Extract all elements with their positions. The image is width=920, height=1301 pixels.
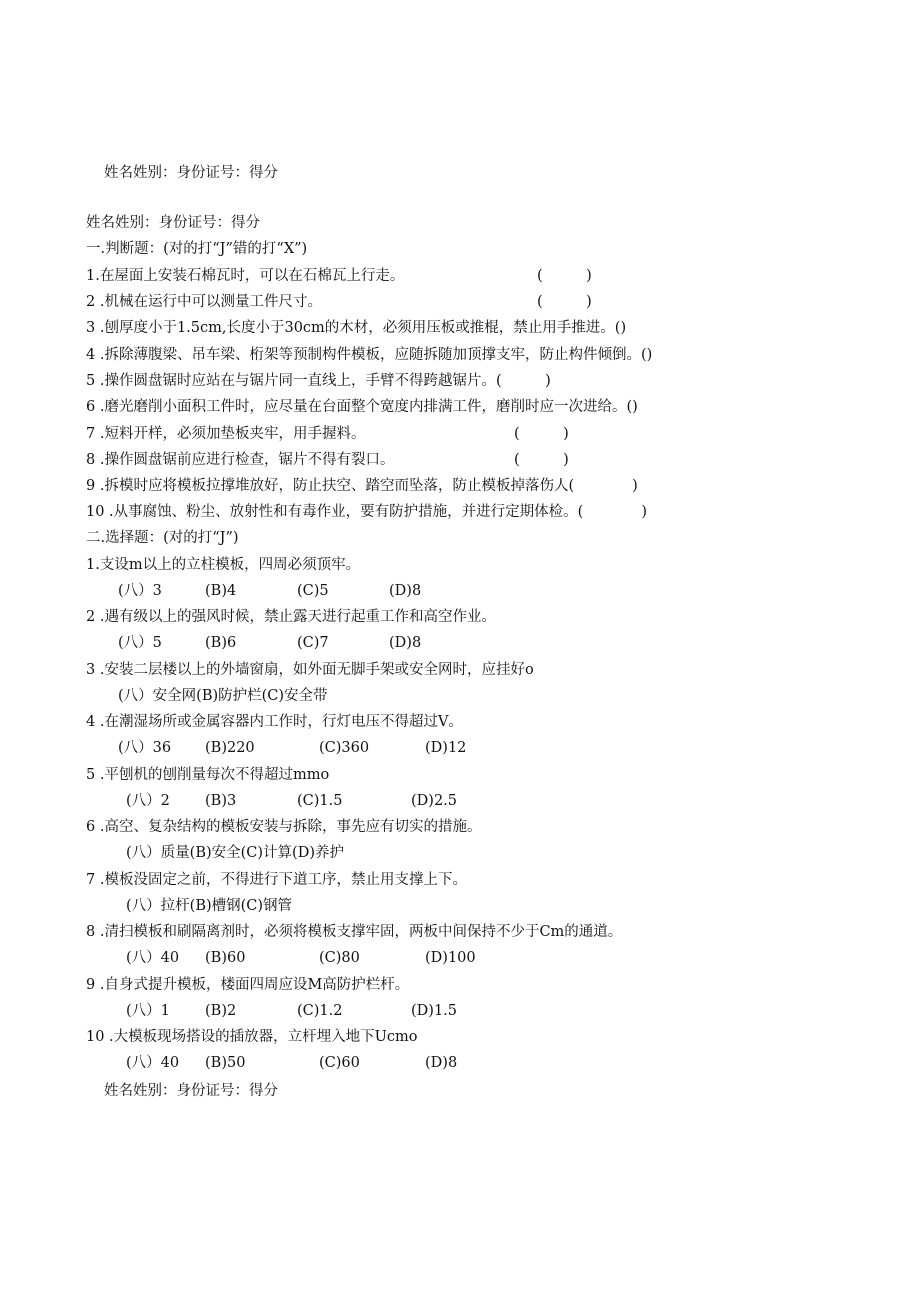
choice-9-option-b: (B)2: [205, 1003, 237, 1019]
choice-10-option-d: (D)8: [425, 1055, 458, 1071]
choice-5-option-d: (D)2.5: [411, 793, 457, 809]
judgment-4: 4 .拆除薄腹梁、吊车梁、桁架等预制构件模板，应随拆随加顶撑支牢，防止构件倾倒。(): [86, 347, 653, 363]
choice-question-5: 5 .平刨机的刨削量每次不得超过mmo: [86, 767, 330, 783]
choice-2-option-b: (B)6: [205, 635, 237, 651]
choice-4-option-c: (C)360: [319, 740, 370, 756]
choice-4-option-b: (B)220: [205, 740, 255, 756]
choice-8-option-d: (D)100: [425, 950, 476, 966]
choice-5-option-c: (C)1.5: [297, 793, 343, 809]
choice-9-option-a: (八）1: [126, 1003, 170, 1019]
header-second: 姓名姓别：身份证号：得分: [86, 215, 260, 231]
choice-question-6: 6 .高空、复杂结构的模板安装与拆除，事先应有切实的措施。: [86, 819, 482, 835]
section2-title: 二.选择题：(对的打“J”): [86, 530, 239, 546]
choice-4-option-d: (D)12: [425, 740, 467, 756]
choice-1-option-b: (B)4: [205, 583, 237, 599]
choice-2-option-c: (C)7: [297, 635, 329, 651]
choice-2-option-d: (D)8: [389, 635, 422, 651]
judgment-10: 10 .从事腐蚀、粉尘、放射性和有毒作业，要有防护措施，并进行定期体检。( ): [86, 504, 647, 520]
judgment-5: 5 .操作圆盘锯时应站在与锯片同一直线上，手臂不得跨越锯片。( ): [86, 373, 551, 389]
choice-8-option-a: (八）40: [126, 950, 180, 966]
judgment-2: 2 .机械在运行中可以测量工件尺寸。: [86, 294, 322, 310]
choice-1-option-c: (C)5: [297, 583, 329, 599]
choice-5-option-a: (八）2: [126, 793, 170, 809]
choice-9-option-d: (D)1.5: [411, 1003, 457, 1019]
choice-8-option-b: (B)60: [205, 950, 246, 966]
choice-6-options: (八）质量(B)安全(C)计算(D)养护: [126, 845, 344, 861]
choice-10-option-c: (C)60: [319, 1055, 360, 1071]
footer: 姓名姓别：身份证号：得分: [104, 1083, 278, 1099]
choice-3-options: (八）安全网(B)防护栏(C)安全带: [118, 688, 328, 704]
choice-5-option-b: (B)3: [205, 793, 237, 809]
judgment-7-bracket: ( ): [514, 426, 569, 442]
judgment-1-bracket: ( ): [537, 268, 592, 284]
judgment-9: 9 .拆模时应将模板拉撑堆放好，防止扶空、踏空而坠落，防止模板掉落伤人( ): [86, 478, 638, 494]
judgment-1: 1.在屋面上安装石棉瓦时，可以在石棉瓦上行走。: [86, 268, 405, 284]
choice-9-option-c: (C)1.2: [297, 1003, 343, 1019]
choice-2-option-a: (八）5: [118, 635, 162, 651]
choice-1-option-d: (D)8: [389, 583, 422, 599]
choice-10-option-a: (八）40: [126, 1055, 180, 1071]
choice-7-options: (八）拉杆(B)槽钢(C)钢管: [126, 898, 293, 914]
choice-question-1: 1.支设m以上的立柱模板，四周必须顶牢。: [86, 557, 361, 573]
judgment-6: 6 .磨光磨削小面积工件时，应尽量在台面整个宽度内排满工件，磨削时应一次进给。(): [86, 399, 638, 415]
choice-8-option-c: (C)80: [319, 950, 360, 966]
choice-question-9: 9 .自身式提升模板，楼面四周应设M高防护栏杆。: [86, 977, 410, 993]
judgment-7: 7 .短料开样，必须加垫板夹牢，用手握料。: [86, 426, 366, 442]
section1-title: 一.判断题：(对的打“J”错的打“X”): [86, 241, 308, 257]
judgment-8-bracket: ( ): [514, 452, 569, 468]
choice-question-4: 4 .在潮湿场所或金属容器内工作时，行灯电压不得超过V。: [86, 714, 463, 730]
header-top: 姓名姓别：身份证号：得分: [104, 165, 278, 181]
choice-question-7: 7 .模板没固定之前，不得进行下道工序，禁止用支撑上下。: [86, 872, 467, 888]
choice-10-option-b: (B)50: [205, 1055, 246, 1071]
choice-question-3: 3 .安装二层楼以上的外墙窗扇，如外面无脚手架或安全网时，应挂好o: [86, 662, 534, 678]
judgment-2-bracket: ( ): [537, 294, 592, 310]
choice-4-option-a: (八）36: [118, 740, 172, 756]
choice-question-8: 8 .清扫模板和刷隔离剂时，必须将模板支撑牢固，两板中间保持不少于Cm的通道。: [86, 924, 623, 940]
judgment-3: 3 .刨厚度小于1.5cm,长度小于30cm的木材，必须用压板或推棍，禁止用手推进。(): [86, 320, 627, 336]
choice-1-option-a: (八）3: [118, 583, 162, 599]
choice-question-10: 10 .大模板现场搭设的插放器，立杆埋入地下Ucmo: [86, 1029, 418, 1045]
judgment-8: 8 .操作圆盘锯前应进行检查，锯片不得有裂口。: [86, 452, 395, 468]
choice-question-2: 2 .遇有级以上的强风时候，禁止露天进行起重工作和高空作业。: [86, 609, 496, 625]
